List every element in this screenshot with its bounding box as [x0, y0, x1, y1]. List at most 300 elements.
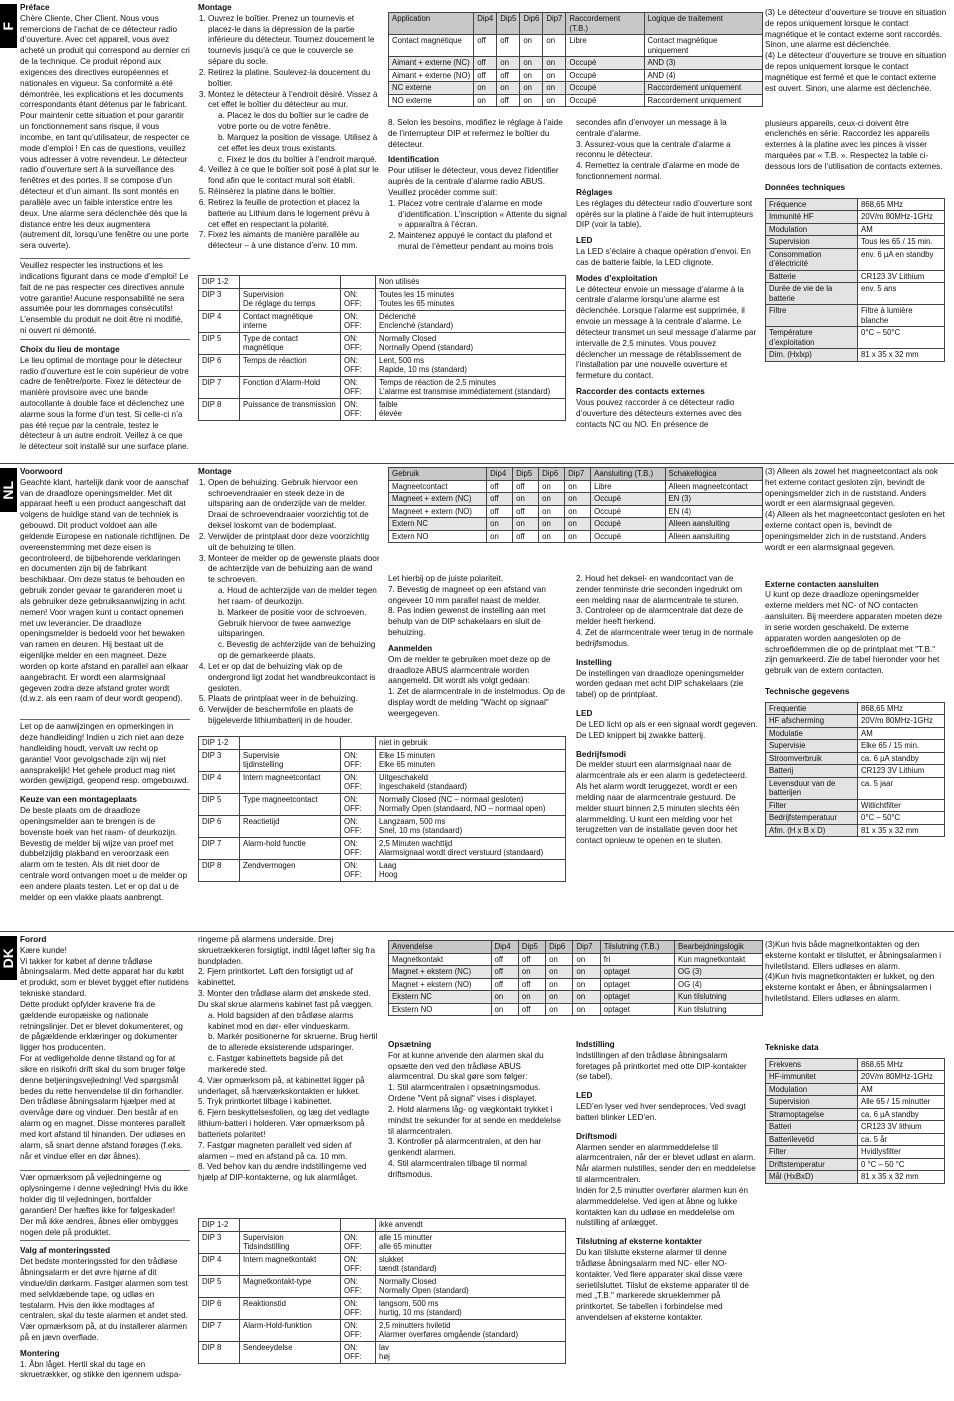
table-cell: off [518, 1003, 545, 1016]
step: 4. Zet de alarmcentrale weer terug in de normale bedrijfsmodus. [576, 628, 754, 648]
dip-row [199, 1341, 566, 1363]
column-5 [765, 467, 947, 929]
table-cell: Occupé [591, 530, 665, 543]
table-cell: OG (4) [675, 978, 763, 991]
table-cell: Magneet + extern (NC) [389, 493, 487, 506]
dip-cell-b: Reaktionstid [240, 1297, 341, 1319]
table-cell: EN (3) [665, 493, 762, 506]
column-1 [20, 3, 190, 463]
table-cell: on [565, 505, 591, 518]
spec-row [766, 715, 945, 728]
continued-text: ringerne på alarmens underside. Drej skruetrækkeren forsigtigt, indtil låget løfter sig fra bundpladen. [198, 935, 376, 966]
step: 4. Let er op dat de behuizing vlak op de ondergrond ligt zodat het wandbreukcontact is gesloten. [208, 662, 380, 694]
step: 3. Montez le détecteur à l’endroit désiré. Vissez à cet effet le boîtier du détecteur au mur. a. Placez le dos du boîtier sur le cadre de votre porte ou de votre fenêtre. b. Marquez la position de vissage. Utilisez à cet effet les deux trous existants. c. Fixez le dos du boîtier à l’endroit marqué. [208, 90, 380, 166]
step: 1. Placez votre centrale d’alarme en mode d’identification. L’inscription « Attente du signal » apparaîtra à l’écran. [398, 199, 568, 231]
table-row [389, 966, 763, 979]
column-2 [198, 935, 380, 1215]
dip-cell-d: ikke anvendt [376, 1219, 566, 1232]
spec-value: ca. 5 år [858, 1133, 945, 1146]
dip-cell-d: lav høj [376, 1341, 566, 1363]
step: 7. Fixez les aimants de manière parallèle au détecteur – à une distance d’env. 10 mm. [208, 230, 380, 252]
spec-label: Strømoptagelse [766, 1108, 858, 1121]
series-text: plusieurs appareils, ceux-ci doivent être enclenchés en série. Raccordez les appareils externes à la platine avec les pinces à visser marquées par « T.B. ». Respectez la table ci-dessous lors de l’utilisation de contacts externes. [765, 118, 943, 171]
spec-label: Levensduur van de batterijen [766, 777, 858, 799]
table-cell: off [518, 953, 545, 966]
spec-label: Filter [766, 1146, 858, 1159]
warning-note: Vær opmærksom på vejledningerne og oplysningerne i denne vejledning! Hvis du ikke holder dig til vejledningen, bortfalder garantien! Der hæftes ikke for følgeskader! Der må ikke ændres, åbnes eller ombygges nogen dele på produktet. [20, 1170, 190, 1241]
logic-notes: (3) Le détecteur d’ouverture se trouve en situation de repos uniquement lorsque le contact magnétique et le contact externe sont raccordés. Sinon, une alarme est déclenchée. (4) Le détecteur d’ouverture se trouve en situation de repos uniquement lorsque le contact magnétique est fermé et que le contact externe est ouvert. Sinon, une alarme est déclenchée. [765, 8, 947, 93]
table-cell: off [497, 94, 520, 107]
dip-cell-b: Reactietijd [240, 815, 341, 837]
led-text: De LED licht op als er een signaal wordt gegeven. De LED knippert bij zwakke batterij. [576, 719, 758, 740]
spec-label: Dim. (Hxlxp) [766, 349, 858, 362]
logic-notes: (3)Kun hvis både magnetkontakten og den eksterne kontakt er tilsluttet, er åbningsalarmen i hviletilstand. Ellers udløses en alarm. (4)Kun hvis magnetkontakten er lukket, og den eksterne kontakt er åben, er åbningsalarmen i hviletilstand. Ellers udløses en alarm. [765, 940, 942, 1004]
step: 2. Retirez la platine. Soulevez-la doucement du boîtier. [208, 68, 380, 90]
table-cell: NC externe [389, 82, 474, 95]
table-cell: on [565, 518, 591, 531]
table-cell: on [539, 505, 565, 518]
step-8: 8. Selon les besoins, modifiez le réglage à l’aide de l’interrupteur DIP et refermez le boîtier du détecteur. [388, 118, 563, 149]
table-cell: optaget [600, 966, 674, 979]
spec-label: Batteri [766, 1121, 858, 1134]
table-cell: off [513, 530, 539, 543]
column-4 [576, 574, 758, 929]
dip-row [199, 288, 566, 310]
table-cell: on [543, 57, 566, 70]
dip-cell-b: Type de contact magnétique [240, 332, 341, 354]
dip-cell-d: langsom, 500 ms hurtig, 10 ms (standard) [376, 1297, 566, 1319]
dip-cell-a: DIP 5 [199, 332, 240, 354]
dip-cell-d: 2,5 minutters hviletid Alarmer overføres omgående (standard) [376, 1319, 566, 1341]
dip-cell-c: ON: OFF: [341, 1253, 376, 1275]
heading-setup: Opsætning [388, 1040, 432, 1049]
table-row [389, 978, 763, 991]
step: 5. Plaats de printplaat weer in de behuizing. [208, 694, 380, 705]
table-cell: off [497, 35, 520, 57]
table-header-row [389, 13, 763, 35]
table-cell: Aimant + externe (NO) [389, 69, 474, 82]
application-table [388, 12, 763, 107]
step: 3. Assurez-vous que la centrale d’alarme a reconnu le détecteur. [576, 139, 731, 160]
heading-identification: Identification [388, 155, 439, 165]
dip-row [199, 376, 566, 398]
table-cell: on [513, 493, 539, 506]
table-cell: Occupé [566, 82, 644, 95]
heading-mounting-location: Choix du lieu de montage [20, 344, 120, 354]
table-cell: on [565, 480, 591, 493]
table-cell: on [539, 480, 565, 493]
spec-label: Frequentie [766, 702, 858, 715]
spec-row [766, 702, 945, 715]
spec-value: Hvidlysfilter [858, 1146, 945, 1159]
spec-label: Batterilevetid [766, 1133, 858, 1146]
heading-tech-data: Données techniques [765, 182, 846, 192]
table-row [389, 1003, 763, 1016]
dip-row [199, 354, 566, 376]
spec-value: 0°C – 50°C [858, 327, 945, 349]
table-cell: on [565, 493, 591, 506]
table-row [389, 505, 763, 518]
step: 4. Stil alarmcentralen tilbage til normal driftsmodus. [388, 1159, 527, 1179]
spec-label: Modulatie [766, 727, 858, 740]
section-french [0, 0, 954, 463]
heading-settings: Indstilling [576, 1040, 615, 1049]
table-cell: Dip4 [491, 941, 518, 954]
spec-value: env. 6 µA en standby [858, 248, 945, 270]
language-tab-nl: NL [0, 468, 17, 512]
section-danish [0, 932, 954, 1401]
step: 7. Fastgør magneten parallelt ved siden af alarmen – med en afstand på ca. 10 mm. [198, 1140, 352, 1161]
dip-cell-a: DIP 5 [199, 793, 240, 815]
step: 3. Kontroller på alarmcentralen, at den har genkendt alarmen. [388, 1137, 542, 1158]
table-cell: Occupé [566, 94, 644, 107]
spec-row [766, 1121, 945, 1134]
dip-row [199, 310, 566, 332]
dip-cell-d: 2,5 Minuten wachttijd Alarmsignaal wordt direct verstuurd (standaard) [376, 837, 566, 859]
dip-cell-a: DIP 3 [199, 288, 240, 310]
spec-label: HF afscherming [766, 715, 858, 728]
spec-row [766, 1058, 945, 1071]
dip-row [199, 1275, 566, 1297]
table-row [389, 82, 763, 95]
dip-cell-d: Langzaam, 500 ms Snel, 10 ms (standaard) [376, 815, 566, 837]
table-cell: fri [600, 953, 674, 966]
spec-value: 81 x 35 x 32 mm [858, 349, 945, 362]
table-cell: on [497, 57, 520, 70]
spec-label: Bedrijfstemperatuur [766, 812, 858, 825]
table-row [389, 94, 763, 107]
table-cell: AND (4) [644, 69, 763, 82]
dip-cell-a: DIP 8 [199, 398, 240, 420]
table-cell: on [573, 953, 600, 966]
mounting-location-text: Det bedste monteringssted for den trådløse åbningsalarm er det øvre hjørne af dit vindue/din dørkarm. Fastgør alarmen som test med selvklæbende tape, og udløs en testalarm. Hvis den ikke modtages af centralen, skal du teste alarmen et andet sted. Vær opmærksom på, at du installerer alarmen på en jævn overflade. [20, 1257, 188, 1342]
spec-label: Mål (HxBxD) [766, 1171, 858, 1184]
dip-row [199, 1219, 566, 1232]
dip-cell-c: ON: OFF: [341, 354, 376, 376]
dip-cell-d: Uitgeschakeld Ingeschakeld (standaard) [376, 771, 566, 793]
spec-value: 868,65 MHz [858, 198, 945, 211]
table-cell: Dip5 [513, 468, 539, 481]
dip-cell-c: ON: OFF: [341, 332, 376, 354]
table-cell: Raccordement uniquement [644, 82, 763, 95]
dip-cell-a: DIP 6 [199, 815, 240, 837]
table-cell: Tilslutning (T.B.) [600, 941, 674, 954]
dip-cell-d: Toutes les 15 minutes Toutes les 65 minutes [376, 288, 566, 310]
table-cell: on [546, 1003, 573, 1016]
table-cell: Raccordement uniquement [644, 94, 763, 107]
dip-cell-b: Fonction d’Alarm-Hold [240, 376, 341, 398]
step: 3. Controleer op de alarmcentrale dat deze de melder heeft herkend. [576, 606, 744, 627]
step: 3. Monteer de melder op de gewenste plaats door de achterzijde van de behuizing aan de wand te schroeven. a. Houd de achterzijde van de melder tegen het raam- of deurkozijn. b. Markeer de positie voor de schroeven. Gebruik hiervoor de twee aanwezige uitsparingen. c. Bevestig de achterzijde van de behuizing op de gemarkeerde plaats. [208, 554, 380, 662]
spec-row [766, 305, 945, 327]
table-cell: Dip4 [474, 13, 497, 35]
table-cell: Dip7 [565, 468, 591, 481]
step: 1. Ouvrez le boîtier. Prenez un tournevis et placez-le dans la dépression de la partie inférieure du détecteur. Tournez doucement le tournevis jusqu’à ce que le couvercle se sépare du socle. [208, 14, 380, 68]
spec-value: 0 °C – 50 °C [858, 1158, 945, 1171]
dip-row [199, 398, 566, 420]
table-cell: off [518, 978, 545, 991]
table-cell: Dip6 [546, 941, 573, 954]
dip-cell-b: Temps de réaction [240, 354, 341, 376]
dip-cell-c: ON: OFF: [341, 1275, 376, 1297]
table-cell: on [539, 518, 565, 531]
table-row [389, 530, 763, 543]
spec-row [766, 270, 945, 283]
table-cell: on [546, 966, 573, 979]
table-cell: off [474, 35, 497, 57]
table-cell: Magnet + ekstern (NO) [389, 978, 492, 991]
dip-cell-c: ON: OFF: [341, 376, 376, 398]
dip-row [199, 771, 566, 793]
spec-row [766, 248, 945, 270]
table-cell: Alleen aansluiting [665, 530, 762, 543]
dip-cell-a: DIP 7 [199, 376, 240, 398]
dip-cell-a: DIP 6 [199, 354, 240, 376]
step: 1. Stil alarmcentralen i opsætningsmodus. Ordene "Vent på signal" vises i displayet. [388, 1083, 541, 1104]
spec-value: Filtre à lumière blanche [858, 305, 945, 327]
settings-text: Indstillingen af den trådløse åbningsalarm foretages på printkortet med otte DIP-kontakter (se tabel). [576, 1050, 747, 1082]
dip-cell-c: ON: OFF: [341, 310, 376, 332]
dip-cell-c: ON: OFF: [341, 815, 376, 837]
table-cell: Occupé [591, 518, 665, 531]
table-cell: on [520, 82, 543, 95]
spec-row [766, 752, 945, 765]
dip-cell-c: ON: OFF: [341, 749, 376, 771]
table-cell: OG (3) [675, 966, 763, 979]
led-text: La LED s’éclaire à chaque opération d’envoi. En cas de batterie faible, la LED clignote. [576, 247, 751, 267]
spec-label: Supervisie [766, 740, 858, 753]
spec-label: Fréquence [766, 198, 858, 211]
table-cell: optaget [600, 1003, 674, 1016]
table-row [389, 953, 763, 966]
table-cell: on [543, 94, 566, 107]
dip-cell-b: Alarm-Hold-funktion [240, 1319, 341, 1341]
table-cell: on [520, 94, 543, 107]
dip-cell-b: Supervision Tidsindstilling [240, 1231, 341, 1253]
spec-row [766, 824, 945, 837]
dip-cell-b: Supervision De réglage du temps [240, 288, 341, 310]
table-cell: optaget [600, 991, 674, 1004]
substep: a. Hold bagsiden af den trådløse alarms kabinet mod en dør- eller vindueskarm. [208, 1010, 354, 1031]
spec-label: HF-immunitet [766, 1071, 858, 1084]
heading-external-contacts: Externe contacten aansluiten [765, 579, 879, 589]
table-cell: Occupé [591, 493, 665, 506]
section-dutch [0, 464, 954, 931]
table-row [389, 493, 763, 506]
step: 2. Verwijder de printplaat door deze voorzichtig uit de behuizing te tillen. [208, 532, 380, 554]
table-cell: Magneet + extern (NO) [389, 505, 487, 518]
dip-cell-c: ON: OFF: [341, 1341, 376, 1363]
column-5 [765, 940, 947, 1400]
step: 5. Réinsérez la platine dans le boîtier. [208, 187, 380, 198]
table-cell: on [539, 530, 565, 543]
spec-row [766, 727, 945, 740]
column-1 [20, 467, 190, 929]
heading-foreword: Voorwoord [20, 467, 63, 476]
table-cell: Dip5 [518, 941, 545, 954]
led-text: LED’en lyser ved hver sendeproces. Ved svagt batteri blinker LED’en. [576, 1102, 746, 1122]
dip-cell-a: DIP 3 [199, 749, 240, 771]
table-cell: Ekstern NO [389, 1003, 492, 1016]
table-cell: off [474, 57, 497, 70]
table-cell: on [497, 82, 520, 95]
spec-value: CR123 3V Lithium [858, 270, 945, 283]
external-contacts-text: Du kan tilslutte eksterne alarmer til denne trådløse åbningsalarm med NC- eller NO-kontakter. Ved flere apparater skal disse være serietilsluttet. Tilslut de eksterne apparater til de med „T.B." markerede skrueklemmer på printkortet. Se tabellen i forbindelse med anvendelsen af eksterne kontakter. [576, 1248, 749, 1323]
table-cell: Magnetkontakt [389, 953, 492, 966]
polarity-note: Let hierbij op de juiste polariteit. [388, 574, 504, 583]
column-3 [388, 1040, 568, 1215]
table-row [389, 991, 763, 1004]
dip-cell-a: DIP 5 [199, 1275, 240, 1297]
column-3 [388, 574, 568, 734]
table-cell: on [543, 69, 566, 82]
dip-cell-a: DIP 7 [199, 837, 240, 859]
dip-cell-c: ON: OFF: [341, 1319, 376, 1341]
spec-row [766, 198, 945, 211]
table-cell: on [491, 991, 518, 1004]
spec-value: 20V/m 80MHz-1GHz [858, 715, 945, 728]
spec-label: Afm. (H x B x D) [766, 824, 858, 837]
table-cell: on [518, 991, 545, 1004]
table-row [389, 35, 763, 57]
spec-value: Elke 65 / 15 min. [858, 740, 945, 753]
step: 4. Remettez la centrale d’alarme en mode de fonctionnement normal. [576, 161, 740, 182]
table-cell: Occupé [591, 505, 665, 518]
dip-row [199, 749, 566, 771]
dip-row [199, 793, 566, 815]
dip-table [198, 1218, 566, 1364]
heading-external-contacts: Raccorder des contacts externes [576, 387, 705, 397]
dip-cell-c: ON: OFF: [341, 1297, 376, 1319]
heading-led: LED [576, 709, 593, 719]
table-cell: Kun tilslutning [675, 1003, 763, 1016]
spec-row [766, 349, 945, 362]
table-cell: off [487, 505, 513, 518]
heading-settings: Instelling [576, 657, 612, 667]
step: 1. Open de behuizing. Gebruik hiervoor een schroevendraaier en steek deze in de uitsparing aan de onderzijde van de melder. Draai de schroevendraaier voorzichtig tot de deksel loskomt van de bodemplaat. [208, 478, 380, 532]
table-cell: Contact magnétique uniquement [644, 35, 763, 57]
table-cell: Libre [566, 35, 644, 57]
operating-modes-text: De melder stuurt een alarmsignaal naar de alarmcentrale als er een alarm is gedetecteerd. Als het alarm wordt teruggezet, wordt er een melding naar de alarmcentrale gestuurd. De melder stuurt binnen 2,5 minuten slechts één alarmmelding. U kunt een melding voor het terugzetten van de installatie geven door het contact opnieuw te openen en te sluiten. [576, 760, 748, 846]
spec-row [766, 1171, 945, 1184]
table-cell: Libre [591, 480, 665, 493]
substep: b. Markér positionerne for skruerne. Brug hertil de to allerede eksisterende udsparinger. [208, 1032, 378, 1053]
spec-label: Filtre [766, 305, 858, 327]
dip-cell-b: Magnetkontakt-type [240, 1275, 341, 1297]
substep: c. Bevestig de achterzijde van de behuizing op de gemarkeerde plaats. [218, 640, 376, 661]
dip-cell-a: DIP 1-2 [199, 737, 240, 750]
step: 6. Verwijder de beschermfolie en plaats de bijgeleverde lithiumbatterij in de houder. [208, 705, 380, 727]
spec-row [766, 812, 945, 825]
substep: c. Fastgør kabinettets bagside på det markerede sted. [208, 1054, 343, 1074]
step: 4. Veillez à ce que le boîtier soit posé à plat sur le fond afin que le contact mural soit établi. [208, 165, 380, 187]
dip-cell-a: DIP 8 [199, 1341, 240, 1363]
step: 2. Fjern printkortet. Løft den forsigtigt ud af kabinettet. [198, 967, 353, 988]
spec-value: 0°C – 50°C [858, 812, 945, 825]
spec-value: 20V/m 80MHz-1GHz [858, 211, 945, 224]
heading-led: LED [576, 236, 593, 246]
dip-cell-a: DIP 3 [199, 1231, 240, 1253]
spec-value: 868,65 MHz [858, 702, 945, 715]
heading-preface: Préface [20, 3, 50, 12]
dip-cell-d: slukket tændt (standard) [376, 1253, 566, 1275]
table-header-row [389, 941, 763, 954]
table-cell: off [491, 966, 518, 979]
dip-cell-c: ON: OFF: [341, 288, 376, 310]
table-cell: off [513, 480, 539, 493]
heading-registration: Aanmelden [388, 643, 433, 653]
warning-note: Veuillez respecter les instructions et les indications figurant dans ce mode d’emploi! Le fait de ne pas respecter ces directives annule votre garantie! Aucune responsabilité ne sera assumée pour les dommages consécutifs! L’ensemble du produit ne doit être ni modifié, ni ouvert ni démonté. [20, 258, 190, 340]
dip-cell-c: ON: OFF: [341, 793, 376, 815]
step: 8. Ved behov kan du ændre indstillingerne ved hjælp af DIP-kontakterne, og luk alarmlåget. [198, 1162, 367, 1183]
table-cell: AND (3) [644, 57, 763, 70]
spec-value: ca. 6 µA standby [858, 1108, 945, 1121]
table-row [389, 57, 763, 70]
logic-notes: (3) Alleen als zowel het magneetcontact als ook het externe contact gesloten zijn, bevindt de openingsmelder zich in de ruststand. Anders wordt er een alarmsignaal gegeven. (4) Alleen als het magneetcontact gesloten en het externe contact open is, bevindt de openingsmelder zich in de ruststand. Anders wordt er een alarmsignaal gegeven. [765, 467, 945, 552]
table-cell: Extern NC [389, 518, 487, 531]
table-cell: Raccordement (T.B.) [566, 13, 644, 35]
substep: a. Placez le dos du boîtier sur le cadre de votre porte ou de votre fenêtre. [218, 111, 369, 132]
tech-data-table [765, 198, 945, 362]
step: 5. Tryk printkortet tilbage i kabinettet. [198, 1097, 332, 1107]
dip-cell-a: DIP 4 [199, 310, 240, 332]
spec-row [766, 1096, 945, 1109]
table-cell: Bearbejdningslogik [675, 941, 763, 954]
dip-table [198, 275, 566, 421]
dip-cell-b [240, 1219, 341, 1232]
table-cell: on [520, 57, 543, 70]
dip-cell-d: Non utilisés [376, 276, 566, 289]
table-cell: on [573, 991, 600, 1004]
dip-row [199, 837, 566, 859]
mounting-location-text: Le lieu optimal de montage pour le détecteur radio d’ouverture est le coin supérieur de votre cadre de fenêtre/porte. Fixez le détecteur de manière provisoire avec une bande autocollante à double face et déclenchez une alarme sous la forme d’un test. Si celle-ci n’a pas été reçue par la centrale, testez le détecteur à un autre endroit. Veillez à ce que le détecteur soit installé sur une surface plane. [20, 355, 189, 452]
dip-cell-b: Type magneetcontact [240, 793, 341, 815]
table-cell: optaget [600, 978, 674, 991]
spec-row [766, 283, 945, 305]
spec-value: env. 5 ans [858, 283, 945, 305]
substep: c. Fixez le dos du boîtier à l’endroit marqué. [218, 154, 377, 164]
step: 6. Retirez la feuille de protection et placez la batterie au Lithium dans le logement prévu à cet effet en respectant la polarité. [208, 198, 380, 230]
step: 1. Åbn låget. Hertil skal du tage en skruetrækker, og stikke den igennem udspa- [20, 1359, 182, 1380]
dip-cell-a: DIP 1-2 [199, 1219, 240, 1232]
dip-cell-d: Temps de réaction de 2,5 minutes L’alarme est transmise immédiatement (standard) [376, 376, 566, 398]
registration-text: Om de melder te gebruiken moet deze op de draadloze ABUS alarmcentrale worden aangemeld. Dit wordt als volgt gedaan: [388, 654, 551, 686]
table-cell: Magneetcontact [389, 480, 487, 493]
dip-cell-b: Intern magnetkontakt [240, 1253, 341, 1275]
table-cell: NO externe [389, 94, 474, 107]
dip-cell-c [341, 276, 376, 289]
dip-cell-d: Normally Closed Normally Open (standard) [376, 1275, 566, 1297]
spec-value: AM [858, 1083, 945, 1096]
table-cell: Dip6 [539, 468, 565, 481]
application-table [388, 940, 763, 1016]
table-cell: on [573, 978, 600, 991]
column-3 [388, 118, 568, 268]
heading-external-contacts: Tilslutning af eksterne kontakter [576, 1237, 702, 1247]
mounting-location-text: De beste plaats om de draadloze openingsmelder aan te brengen is de bovenste hoek van het raam- of deurkozijn. Bevestig de melder bij wijze van proef met dubbelzijdig plakband en veroorzaak een alarm om te testen. Als dit niet door de centrale word ontvangen moet u de melder op een andere plaats testen. Let er op dat u de melder op een vlakke plaats aanbrengt. [20, 806, 188, 902]
spec-label: Immunité HF [766, 211, 858, 224]
spec-row [766, 327, 945, 349]
table-header-row [389, 468, 763, 481]
dip-row [199, 1297, 566, 1319]
heading-operating-modes: Bedrijfsmodi [576, 749, 627, 759]
substep: a. Houd de achterzijde van de melder tegen het raam- of deurkozijn. [218, 586, 377, 606]
dip-cell-c [341, 737, 376, 750]
step: 2. Hold alarmens låg- og vægkontakt trykket i mindst tre sekunder for at sende en meddelelse til alarmcentralen. [388, 1104, 561, 1136]
table-cell: Alleen aansluiting [665, 518, 762, 531]
external-contacts-text: Vous pouvez raccorder à ce détecteur radio d’ouverture des détecteurs externes avec des contacts NC ou NO. En présence de [576, 397, 742, 429]
heading-mounting-location: Valg af monteringssted [20, 1246, 111, 1256]
